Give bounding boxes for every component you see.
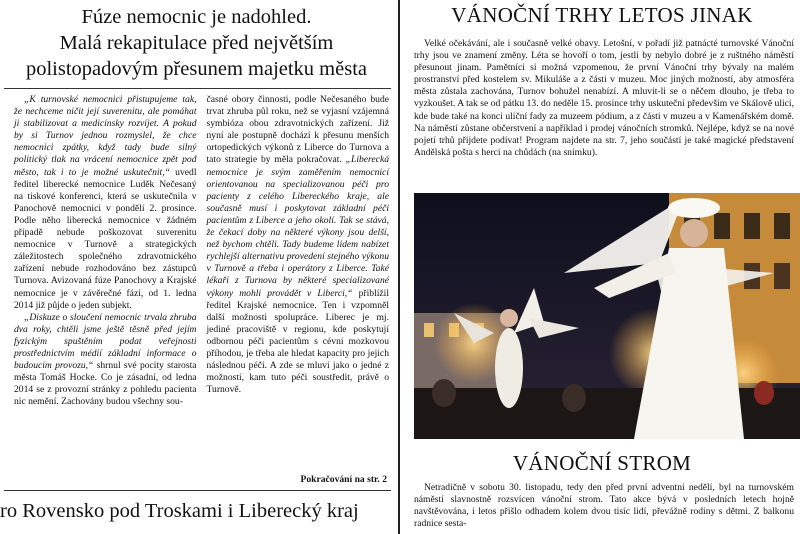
quote-text: „Liberecká nemocnice je svým zaměřením nemocnicí orientovanou na specializovanou péči pro pacienty z celého Libereckého kraje, ale současně musí i poskytovat základní péči pacientům z Liberce a jeho okolí. Tak se stává, že čekací doby na některé výkony jsou delší, než bychom chtěli. Tady budeme lidem nabízet rychlejší alternativu provedení stejného výkonu v Turnově a třeba i operátory z Liberce. Také lékaři z Turnova by některé specializované výkony mohli provádět v Liberci,“ bbox=[206, 154, 389, 299]
bottom-rule bbox=[4, 490, 391, 491]
headline-line-1: Fúze nemocnic je nadohled. bbox=[81, 6, 312, 28]
article-column-2 bbox=[207, 94, 390, 472]
quote-text: „Diskuze o sloučení nemocnic trvala zhruba dva roky, chtěli jsme ještě těsně před jejím fyzickým spuštěním podat veřejnosti prostřednictvím médií základní informace o budoucím provozu,“ bbox=[14, 311, 197, 372]
paragraph bbox=[14, 312, 197, 409]
body-text: shrnul své pocity starosta města Tomáš Hocke. Co je zásadní, od ledna 2014 se z provozní stránky z pohledu pacienta nic nemění. Zachovány budou všechny sou- bbox=[14, 360, 197, 408]
headline-rule bbox=[4, 88, 391, 89]
article-text bbox=[414, 38, 794, 159]
article-headline bbox=[2, 4, 391, 82]
quote-text: „K turnovské nemocnici přistupujeme tak, že nechceme ničit její suverenitu, ale pomáhat ji stabilizovat a medicínsky rozvíjet. A pokud by si Turnov jednou rozmyslel, že chce nemocnici zpátky, když tady bude silný politický tlak na vrácení nemocnice zpět pod město, tak i to je možné uskutečnit,“ bbox=[14, 94, 197, 178]
paragraph: Netradičně v sobotu 30. listopadu, tedy den před první adventní nedělí, byl na turnovském náměstí slavnostně rozsvícen vánoční strom. Tato akce bývá v posledních letech hojně navštěvována, i letos přišlo odhadem kolem dvou tisíc lidí, převážně rodiny s dětmi. Z balkonu radnice sesta- bbox=[414, 482, 794, 530]
christmas-market-photo bbox=[414, 193, 800, 439]
body-text: časné obory činnosti, podle Nečesaného bude trvat zhruba půl roku, než se vyjasní vzájemná symbióza obou zdravotnických zařízení. Již nyní ale postupně dochází k přesunu menších ortopedických výkonů z Liberce do Turnova a tato strategie by měla pokračovat. bbox=[206, 94, 389, 166]
article-title-2: VÁNOČNÍ STROM bbox=[512, 451, 692, 475]
continued-link[interactable]: Pokračování na str. 2 bbox=[300, 474, 387, 485]
article-columns bbox=[14, 94, 389, 472]
article-text-2 bbox=[414, 482, 794, 530]
headline-line-3: polistopadovým přesunem majetku města bbox=[25, 58, 368, 80]
column-divider bbox=[398, 0, 400, 534]
article-title: VÁNOČNÍ TRHY LETOS JINAK bbox=[451, 3, 753, 27]
paragraph bbox=[207, 94, 390, 396]
paragraph bbox=[14, 94, 197, 312]
right-article bbox=[404, 0, 800, 534]
paragraph: Velké očekávání, ale i současně velké obavy. Letošní, v pořadí již patnácté turnovské Vánoční trhy jsou ve znamení změny. Léta se hovoří o tom, jestli by nebylo dobré je z ruštného náměstí přesunout jinam. Pamětníci si možná vzpomenou, že první Vánoční trhy bývaly na malém prostranství před kostelem sv. Mikuláše a z části v muzeu. Moc jiných možností, aby atmosféra města zůstala zachována, Turnov bohužel nenabízí. A mluvit-li se o něčem dlouho, je třeba to vyzkoušet. A tak se od pátku 13. do neděle 15. prosince trhy uskuteční především ve Skálově ulici, kde bude také na konci uliční fady za muzeem pódium, a z části v muzeu a v Kamenářském domě. Na náměstí zůstane občerstvení a například i prodej vánočních stromků. Nejlépe, když se na nové pojetí trhů přijdete podívat! Program najdete na str. 7, jeho součástí je také magické představení Andělská pošta s herci na chůdách (na snímku). bbox=[414, 38, 794, 158]
body-text: přiblížil ředitel Krajské nemocnice. Ten i vzpomněl další možnosti spolupráce. Liberec je mj. jediné pracoviště v regionu, kde poskytují odbornou péči pacientům s cévní mozkovou příhodou, je třeba ale hledat kapacity pro jejich následnou péči. A zde se mluví jako o jedné z možností, kam tuto péči soustředit, právě o Turnově. bbox=[206, 287, 389, 396]
photo-illustration bbox=[414, 193, 800, 439]
body-text: uvedl ředitel liberecké nemocnice Luděk Nečesaný na tiskové konferenci, která se uskutečnila v Panochově nemocnici v pondělí 2. prosince. Podle něho liberecká nemocnice v žádném případě nebude poškozovat suverenitu nemocnice v Turnově a strategických záležitostech společného zdravotnického zařízení nebude rozhodováno bez zástupců Turnova. Avizovaná fúze Panochovy a Krajské nemocnice je v závěrečné fázi, od 1. ledna 2014 již půjde o jeden subjekt. bbox=[14, 166, 197, 311]
article-column-1 bbox=[14, 94, 197, 472]
headline-line-2: Malá rekapitulace před největším bbox=[59, 32, 334, 54]
bottom-headline: ro Rovensko pod Troskami i Liberecký kraj bbox=[0, 500, 359, 522]
left-article bbox=[0, 0, 393, 534]
